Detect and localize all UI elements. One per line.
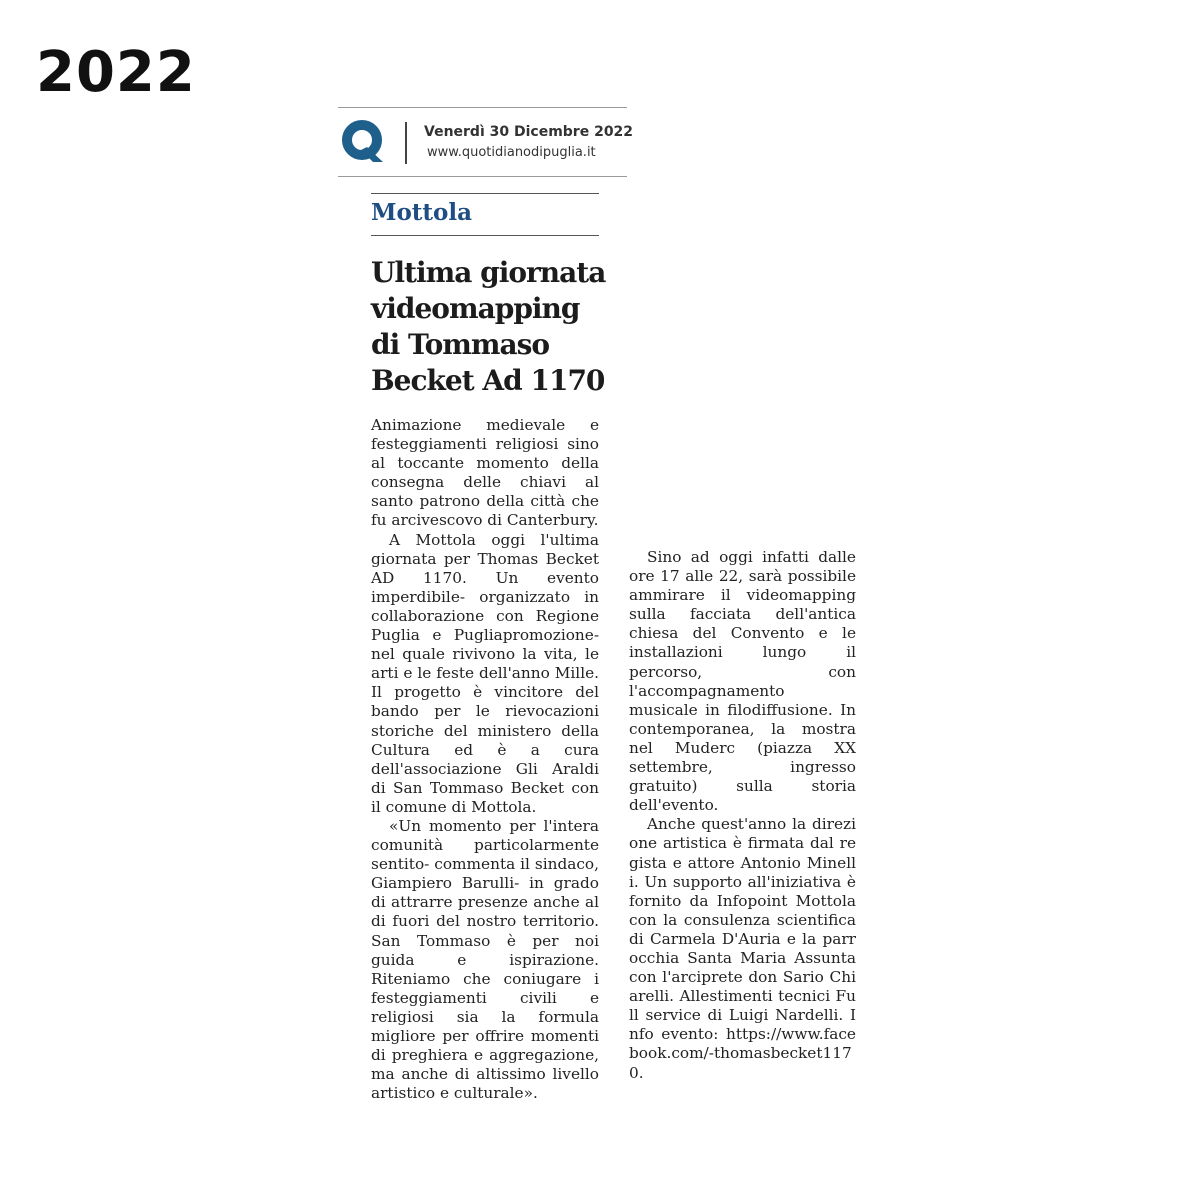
masthead-top-rule <box>338 107 627 108</box>
article-paragraph: A Mottola oggi l'ultima giornata per Thomas Becket AD 1170. Un evento imperdibile- organizzato in collaborazione con Regione Puglia e Pugliapromozione- nel quale rivivono la vita, le arti e le feste dell'anno Mille. Il progetto è vincitore del bando per le rievocazioni storiche del ministero della Cultura ed è a cura dell'associazione Gli Araldi di San Tommaso Becket con il comune di Mottola. <box>371 530 599 816</box>
newspaper-logo-icon <box>341 119 385 163</box>
article-headline: Ultima giornata videomapping di Tommaso Becket Ad 1170 <box>371 256 606 397</box>
section-bottom-rule <box>371 235 599 236</box>
article-column-1 <box>371 416 599 1103</box>
article-paragraph: Animazione medievale e festeggiamenti religiosi sino al toccante momento della consegna delle chiavi al santo patrono della città che fu arcivescovo di Canterbury. <box>371 416 599 530</box>
year-label: 2022 <box>36 40 196 105</box>
publication-website: www.quotidianodipuglia.it <box>427 145 596 160</box>
section-title: Mottola <box>371 199 473 226</box>
article-paragraph: Sino ad oggi infatti dalle ore 17 alle 22, sarà possibile ammirare il videomapping sulla facciata dell'antica chiesa del Convento e le installazioni lungo il percorso, con l'accompagnamento musicale in filodiffusione. In contemporanea, la mostra nel Muderc (piazza XX settembre, ingresso gratuito) sulla storia dell'evento. <box>629 548 856 815</box>
section-top-rule <box>371 193 599 194</box>
masthead-divider <box>405 122 407 164</box>
masthead-bottom-rule <box>338 176 627 177</box>
article-paragraph: Anche quest'anno la direzione artistica è firmata dal regista e attore Antonio Minelli. Un supporto all'iniziativa è fornito da Infopoint Mottola con la consulenza scientifica di Carmela D'Auria e la parrocchia Santa Maria Assunta con l'arciprete don Sario Chiarelli. Allestimenti tecnici Full service di Luigi Nardelli. Info evento: https://www.facebook.com/-thomasbecket1170. <box>629 815 856 1082</box>
article-paragraph: «Un momento per l'intera comunità particolarmente sentito- commenta il sindaco, Giampiero Barulli- in grado di attrarre presenze anche al di fuori del nostro territorio. San Tommaso è per noi guida e ispirazione. Riteniamo che coniugare i festeggiamenti civili e religiosi sia la formula migliore per offrire momenti di preghiera e aggregazione, ma anche di altissimo livello artistico e culturale». <box>371 816 599 1103</box>
article-column-2 <box>629 548 856 1083</box>
publication-date: Venerdì 30 Dicembre 2022 <box>424 124 634 140</box>
